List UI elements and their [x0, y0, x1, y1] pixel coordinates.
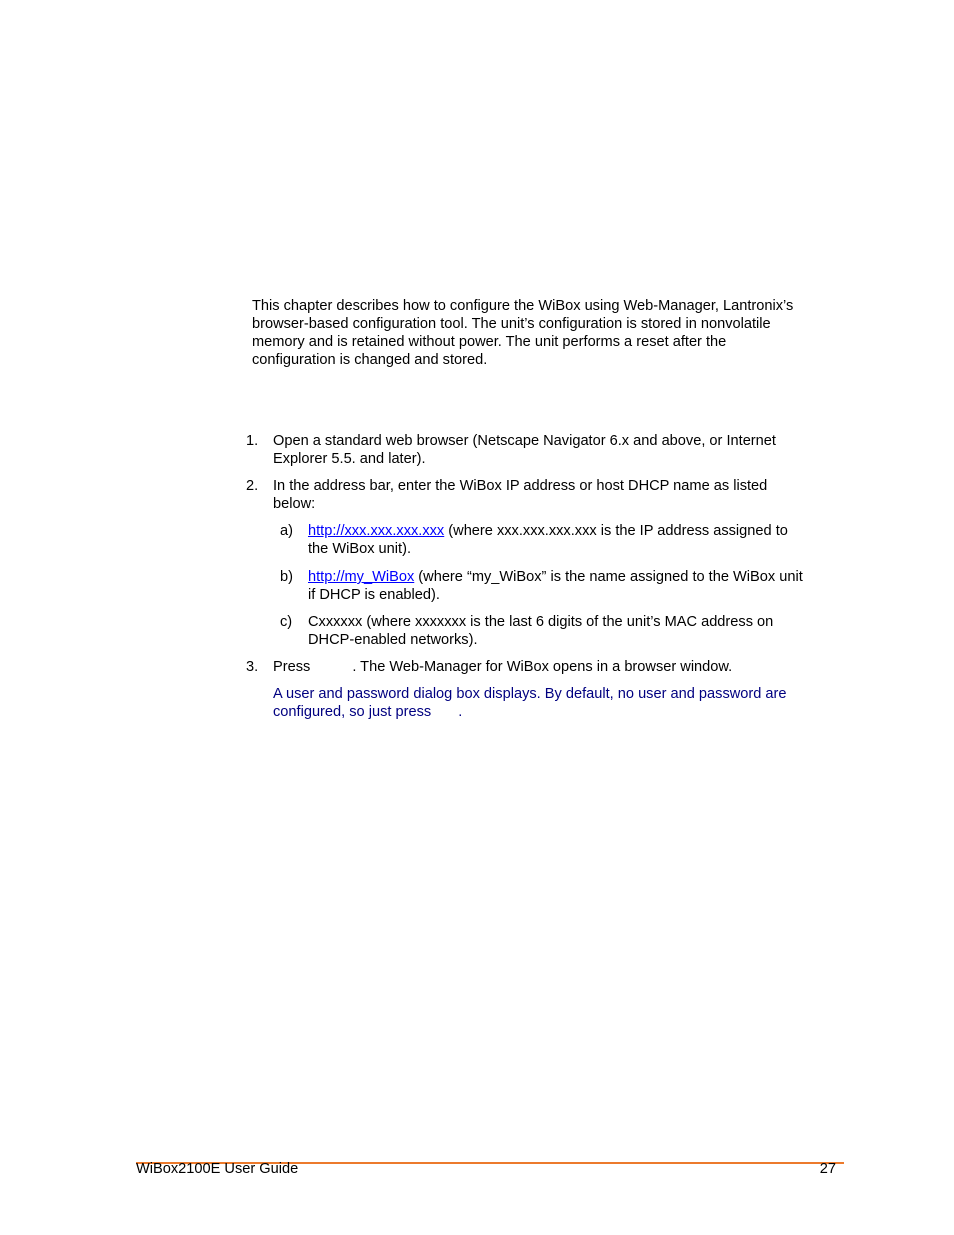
note-line: A user and password dialog box displays. By default, no user and password are	[273, 686, 787, 702]
page-number: 27	[819, 1161, 836, 1177]
hostname-link[interactable]: http://my_WiBox	[308, 569, 415, 585]
step-3-text	[273, 658, 848, 676]
press-label: Press	[273, 659, 311, 675]
intro-line: browser-based configuration tool. The unit’s configuration is stored in nonvolatile	[252, 316, 771, 332]
substep-text: DHCP-enabled networks).	[308, 632, 478, 648]
substep-label-a: a)	[280, 523, 293, 539]
step-2-text	[273, 477, 848, 513]
step-line: . The Web-Manager for WiBox opens in a browser window.	[352, 659, 733, 675]
intro-line: This chapter describes how to configure the WiBox using Web-Manager, Lantronix’s	[252, 298, 794, 314]
intro-line: memory and is retained without power. The unit performs a reset after the	[252, 334, 727, 350]
step-line: In the address bar, enter the WiBox IP address or host DHCP name as listed	[273, 478, 768, 494]
note-paragraph	[273, 685, 848, 721]
substep-b-text	[308, 568, 853, 604]
note-line: .	[458, 704, 463, 720]
intro-paragraph	[252, 297, 852, 369]
footer-title: WiBox2100E User Guide	[136, 1161, 299, 1177]
substep-text: the WiBox unit).	[308, 541, 412, 557]
step-number-2: 2.	[246, 478, 259, 494]
step-line: Open a standard web browser (Netscape Navigator 6.x and above, or Internet	[273, 433, 776, 449]
substep-c-text	[308, 613, 853, 649]
substep-text: (where xxx.xxx.xxx.xxx is the IP address assigned to	[444, 523, 788, 539]
substep-text: Cxxxxxx (where xxxxxxx is the last 6 digits of the unit’s MAC address on	[308, 614, 774, 630]
ip-address-link[interactable]: http://xxx.xxx.xxx.xxx	[308, 523, 445, 539]
step-1-text	[273, 432, 848, 468]
note-line: configured, so just press	[273, 704, 432, 720]
step-number-3: 3.	[246, 659, 259, 675]
step-line: below:	[273, 496, 316, 512]
step-number-1: 1.	[246, 433, 259, 449]
substep-a-text	[308, 522, 853, 558]
substep-label-c: c)	[280, 614, 293, 630]
substep-text: (where “my_WiBox” is the name assigned to the WiBox unit	[414, 569, 803, 585]
substep-label-b: b)	[280, 569, 293, 585]
step-line: Explorer 5.5. and later).	[273, 451, 426, 467]
substep-text: if DHCP is enabled).	[308, 587, 440, 603]
intro-line: configuration is changed and stored.	[252, 352, 488, 368]
